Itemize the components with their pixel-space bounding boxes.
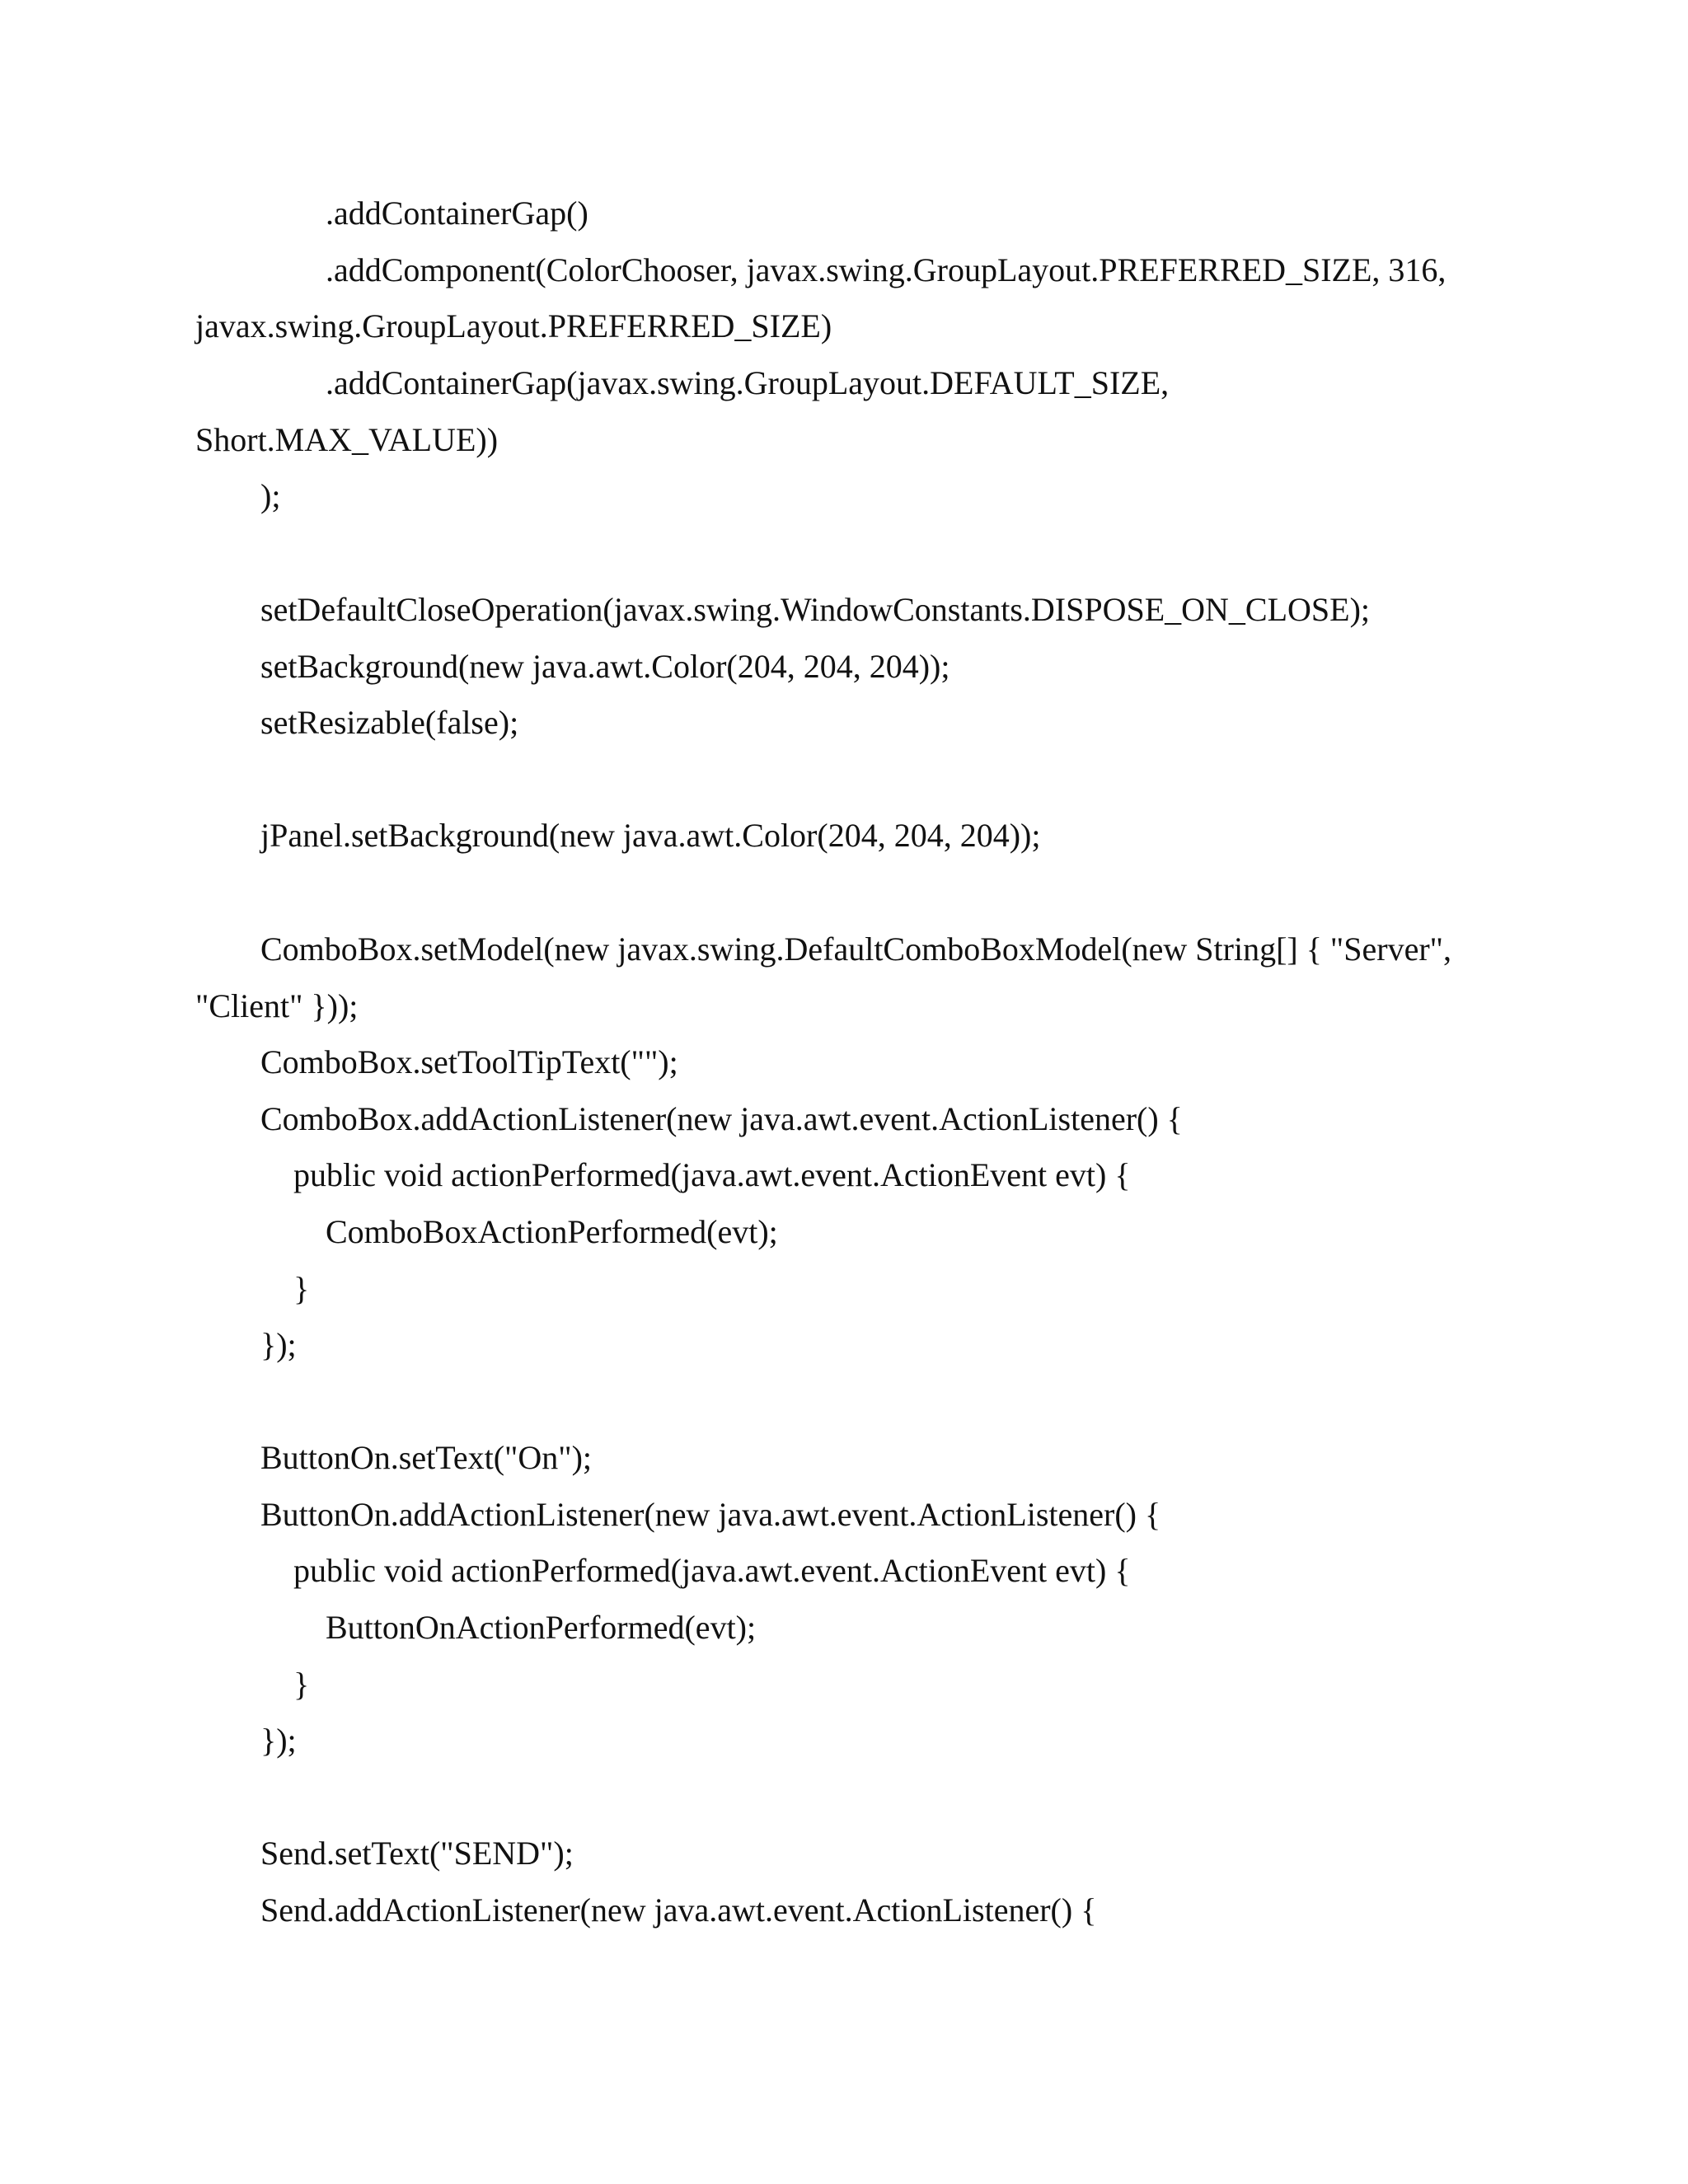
code-line: ButtonOn.addActionListener(new java.awt.event.ActionListener() { [260, 1496, 1161, 1533]
code-line: } [293, 1270, 310, 1307]
code-line: ComboBox.addActionListener(new java.awt.event.ActionListener() { [260, 1100, 1183, 1137]
code-line: jPanel.setBackground(new java.awt.Color(204, 204, 204)); [260, 817, 1041, 854]
code-line: setDefaultCloseOperation(javax.swing.WindowConstants.DISPOSE_ON_CLOSE); [260, 591, 1371, 628]
code-line: ButtonOn.setText("On"); [260, 1439, 593, 1476]
code-line: Short.MAX_VALUE)) [195, 421, 499, 458]
code-line: } [293, 1666, 310, 1703]
code-line: setBackground(new java.awt.Color(204, 204, 204)); [260, 648, 950, 685]
code-line: ButtonOnActionPerformed(evt); [326, 1609, 757, 1646]
code-line: public void actionPerformed(java.awt.event.ActionEvent evt) { [293, 1156, 1131, 1193]
code-line: public void actionPerformed(java.awt.event.ActionEvent evt) { [293, 1552, 1131, 1589]
code-line: }); [260, 1326, 297, 1363]
code-line: ); [260, 477, 281, 514]
code-line: .addComponent(ColorChooser, javax.swing.GroupLayout.PREFERRED_SIZE, 316, [326, 251, 1447, 288]
code-line: ComboBoxActionPerformed(evt); [326, 1213, 778, 1250]
code-line: .addContainerGap(javax.swing.GroupLayout.DEFAULT_SIZE, [326, 364, 1170, 401]
code-line: setResizable(false); [260, 704, 519, 741]
code-line: ComboBox.setModel(new javax.swing.DefaultComboBoxModel(new String[] { "Server", [260, 930, 1451, 968]
code-line: }); [260, 1722, 297, 1759]
code-line: "Client" })); [195, 987, 359, 1024]
code-line: .addContainerGap() [326, 194, 588, 232]
code-line: javax.swing.GroupLayout.PREFERRED_SIZE) [195, 307, 832, 344]
code-line: Send.setText("SEND"); [260, 1835, 574, 1872]
code-line: ComboBox.setToolTipText(""); [260, 1043, 678, 1080]
code-line: Send.addActionListener(new java.awt.event.ActionListener() { [260, 1891, 1097, 1929]
